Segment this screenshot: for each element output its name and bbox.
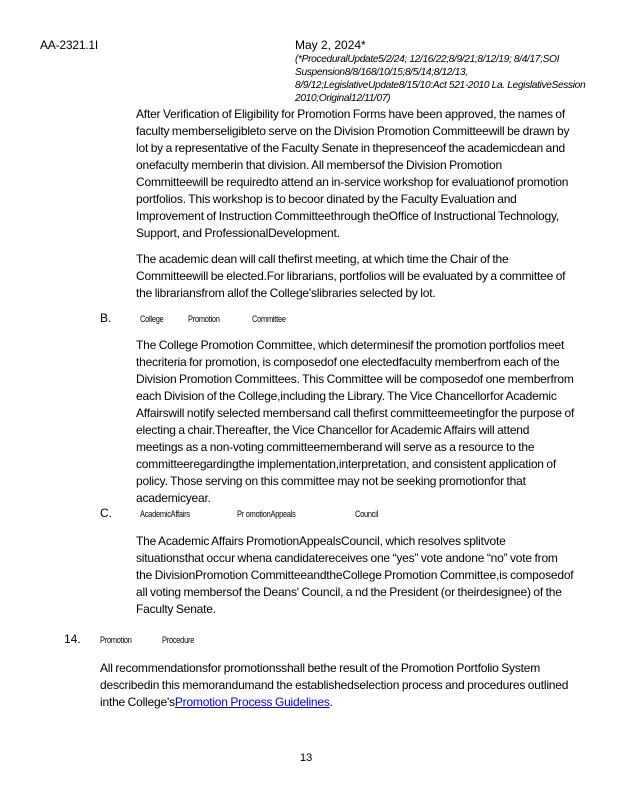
section-c-marker: C. — [100, 506, 112, 520]
section-14-marker: 14. — [64, 632, 81, 646]
heading-word: Committee — [252, 314, 286, 325]
promotion-process-guidelines-link[interactable]: Promotion Process Guidelines — [174, 695, 330, 709]
section-14-heading — [64, 632, 203, 646]
section-14-trailing: . — [329, 695, 333, 709]
heading-word: College — [140, 314, 164, 325]
heading-word: Pr omotionAppeals — [237, 509, 296, 520]
section-b-heading — [100, 311, 295, 325]
document-id: AA-2321.1I — [40, 38, 99, 52]
section-b-paragraph: The College Promotion Committee, which determinesif the promotion portfolios meet thecriteria for promotion, is composedof one electedfaculty memberfrom each of the Division Promotion Committees. This Committee will be composedof one memberfrom each Division of the College,including the Library. The Vice Chancellorfor Academic Affairswill notify selected membersand call thefirst committeemeetingfor the purpose of electing a chair.Thereafter, the Vice Chancellor for Academic Affairs will attend meetings as a non-voting committeememberand will serve as a resource to the committeeregardingthe implementation,interpretation, and consistent application of policy. Those serving on this committee may not be seeking promotionfor that academicyear. — [136, 338, 575, 505]
heading-word: Procedure — [162, 635, 195, 646]
heading-word: Promotion — [100, 635, 132, 646]
heading-word: Council — [355, 509, 379, 520]
section-a-paragraph-2: The academic dean will call thefirst meeting, at which time the Chair of the Committeewill be elected.For librarians, portfolios will be evaluated by a committee of the librariansfrom allof the College'slibraries selected by lot. — [136, 252, 566, 300]
heading-word: Promotion — [188, 314, 220, 325]
section-a-paragraph-1: After Verification of Eligibility for Promotion Forms have been approved, the names of faculty memberseligibleto serve on the Division Promotion Committeewill be drawn by lot by a representative of the Faculty Senate in thepresenceof the academicdean and onefaculty memberin that division. All membersof the Division Promotion Committeewill be requiredto attend an in-service workshop for evaluationof promotion portfolios. This workshop is to becoor dinated by the Faculty Evaluation and Improvement of Instruction Committeethrough theOffice of Instructional Technology, Support, and ProfessionalDevelopment. — [136, 107, 570, 240]
page-number: 13 — [300, 752, 313, 764]
section-c-paragraph: The Academic Affairs PromotionAppealsCouncil, which resolves splitvote situationsthat occur whena candidatereceives one “yes” vote andone “no” vote from the DivisionPromotion CommitteeandtheCollege Promotion Committee,is composedof all voting membersof the Deans' Council, a nd the President (or theirdesignee) of the Faculty Senate. — [136, 534, 574, 616]
revision-history: (*ProceduralUpdate5/2/24; 12/16/22;8/9/21;8/12/19; 8/4/17;SOI Suspension8/8/168/10/15;8/5/14;8/12/13, 8/9/12;LegislativeUpdate8/15/10:Act 521-2010 La. LegislativeSession 2010;Original12/11/07) — [295, 54, 586, 104]
section-14-text: All recommendationsfor promotionsshall bethe result of the Promotion Portfolio System describedin this memorandumand the establishedselection process and procedures outlined inthe College's — [100, 661, 569, 709]
section-b-marker: B. — [100, 311, 112, 325]
document-date: May 2, 2024* — [295, 38, 366, 52]
section-c-heading — [100, 506, 385, 520]
heading-word: AcademicAffairs — [140, 509, 190, 520]
section-14-paragraph — [100, 660, 570, 711]
